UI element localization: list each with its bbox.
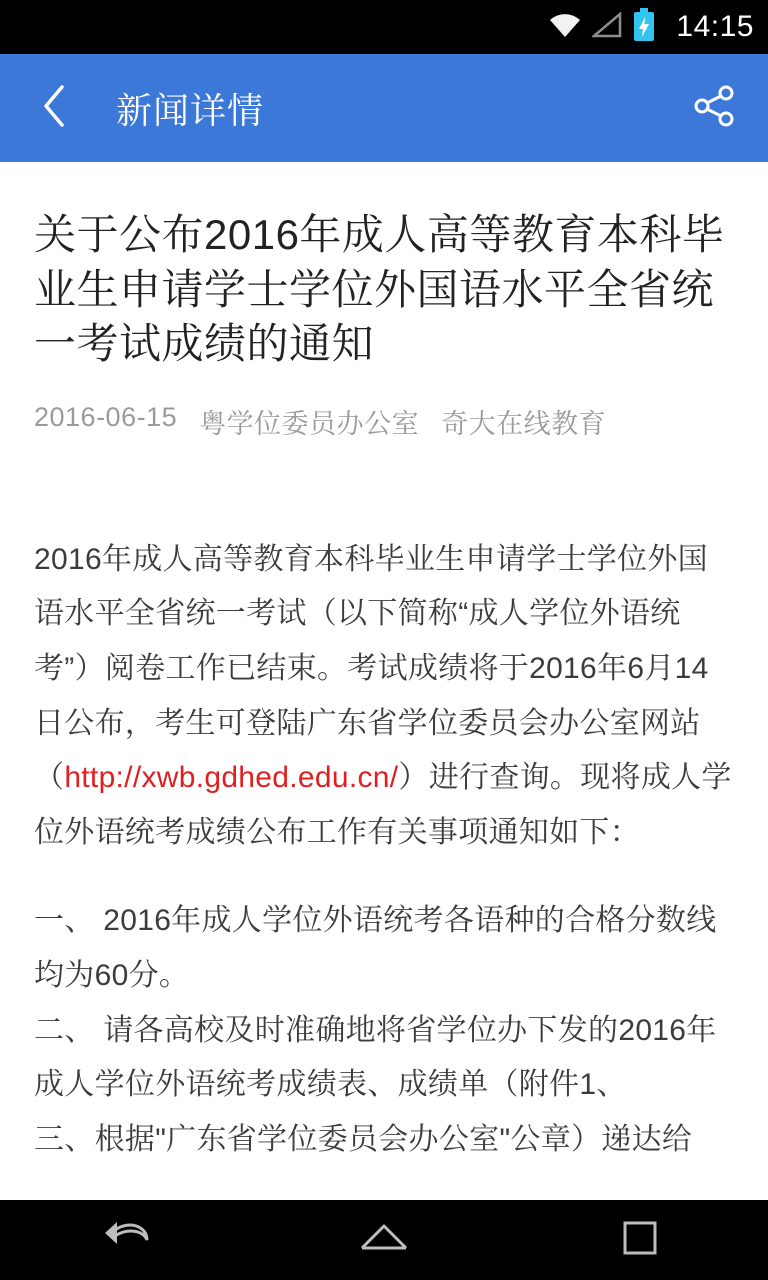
- status-bar: [0, 0, 768, 54]
- article-source: 粤学位委员办公室: [199, 408, 420, 439]
- article-date: 2016-06-15: [34, 401, 178, 432]
- share-icon: [692, 84, 736, 133]
- battery-icon: [632, 8, 656, 47]
- article-meta: [34, 402, 734, 441]
- nav-back-icon: [101, 1216, 155, 1265]
- signal-icon: [592, 12, 622, 43]
- status-bar-icons: [548, 8, 754, 47]
- article-body: [34, 533, 734, 1168]
- android-nav-bar: [0, 1200, 768, 1280]
- wifi-icon: [548, 12, 582, 43]
- article-paragraph-4: 三、根据"广东省学位委员会办公室"公章）递达给: [34, 1122, 693, 1156]
- app-bar: [0, 54, 768, 162]
- nav-home-icon: [356, 1216, 412, 1265]
- paragraph-1-text-before-link: 2016年成人高等教育本科毕业生申请学士学位外国语水平全省统一考试（以下简称“成人学位外语统考”）阅卷工作已结束。考试成绩将于2016年6月14日公布，考生可登陆广东省学位委员会办公室网站（: [34, 542, 709, 795]
- nav-back-button[interactable]: [68, 1200, 188, 1280]
- status-bar-clock: 14:15: [676, 10, 754, 43]
- paragraph-1-text-after-link: ）进行查询。现将成人学位外语统考成绩公布工作有关事项通知如下：: [34, 761, 732, 849]
- article-publisher: 奇大在线教育: [441, 408, 607, 439]
- page-title: 新闻详情: [116, 89, 265, 131]
- article-scroll-area[interactable]: [0, 162, 768, 1200]
- share-button[interactable]: [686, 80, 742, 136]
- article-paragraph-2: 一、 2016年成人学位外语统考各语种的合格分数线均为60分。: [34, 904, 717, 992]
- article-paragraph-3: 二、 请各高校及时准确地将省学位办下发的2016年成人学位外语统考成绩表、成绩单（附件1、: [34, 1013, 717, 1102]
- article-link[interactable]: http://xwb.gdhed.edu.cn/: [64, 761, 399, 795]
- nav-recents-icon: [618, 1216, 662, 1265]
- article-paragraph-1: [34, 533, 734, 861]
- nav-home-button[interactable]: [324, 1200, 444, 1280]
- chevron-left-icon: [40, 83, 68, 134]
- article-title: 关于公布2016年成人高等教育本科毕业生申请学士学位外国语水平全省统一考试成绩的通知: [34, 211, 725, 368]
- nav-recents-button[interactable]: [580, 1200, 700, 1280]
- back-button[interactable]: [26, 80, 82, 136]
